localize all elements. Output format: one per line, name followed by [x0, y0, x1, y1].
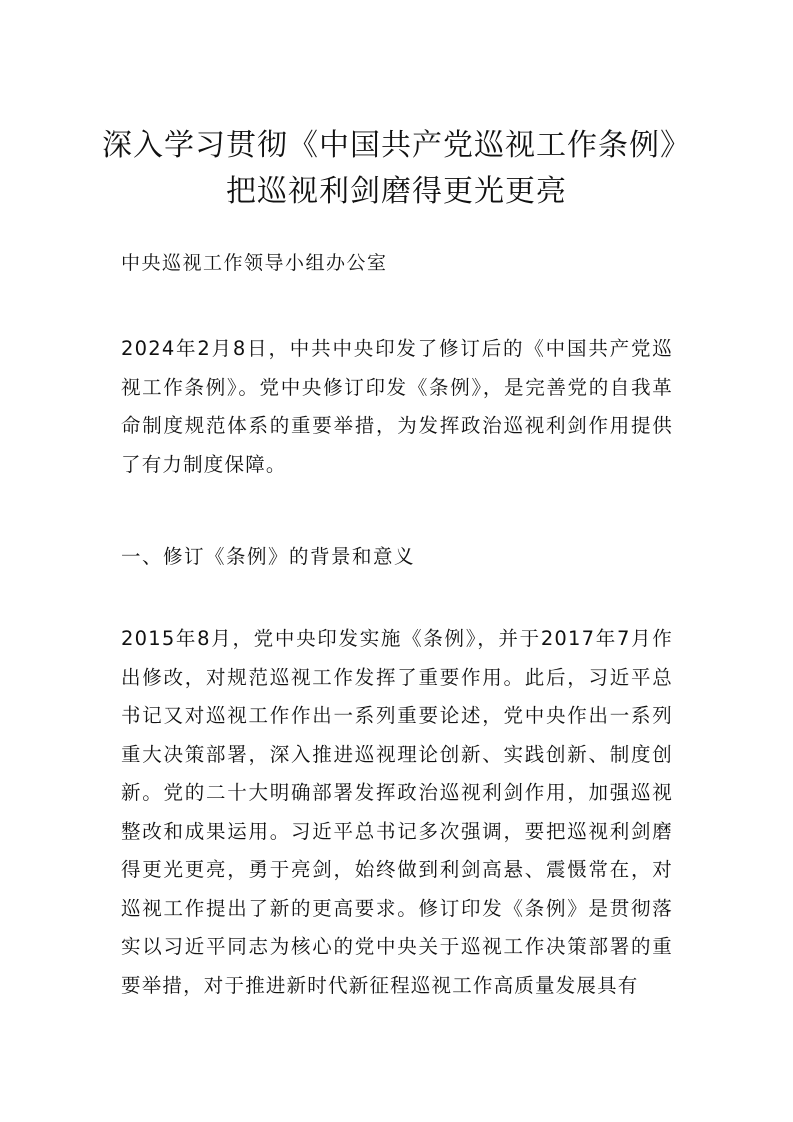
- document-title-line-2: 把巡视利剑磨得更光更亮: [226, 174, 567, 209]
- section-heading: 一、修订《条例》的背景和意义: [121, 545, 416, 568]
- paragraph-intro: 2024年2月8日，中共中央印发了修订后的《中国共产党巡视工作条例》。党中央修订印发《条例》，是完善党的自我革命制度规范体系的重要举措，为发挥政治巡视利剑作用提供了有力制度保障。: [121, 337, 673, 476]
- paragraph-background: 2015年8月，党中央印发实施《条例》，并于2017年7月作出修改，对规范巡视工作发挥了重要作用。此后，习近平总书记又对巡视工作作出一系列重要论述，党中央作出一系列重大决策部署，深入推进巡视理论创新、实践创新、制度创新。党的二十大明确部署发挥政治巡视利剑作用，加强巡视整改和成果运用。习近平总书记多次强调，要把巡视利剑磨得更光更亮，勇于亮剑，始终做到利剑高悬、震慑常在，对巡视工作提出了新的更高要求。修订印发《条例》是贯彻落实以习近平同志为核心的党中央关于巡视工作决策部署的重要举措，对于推进新时代新征程巡视工作高质量发展具有: [121, 627, 673, 997]
- document-author: 中央巡视工作领导小组办公室: [121, 252, 388, 274]
- document-title-line-1: 深入学习贯彻《中国共产党巡视工作条例》: [102, 128, 691, 163]
